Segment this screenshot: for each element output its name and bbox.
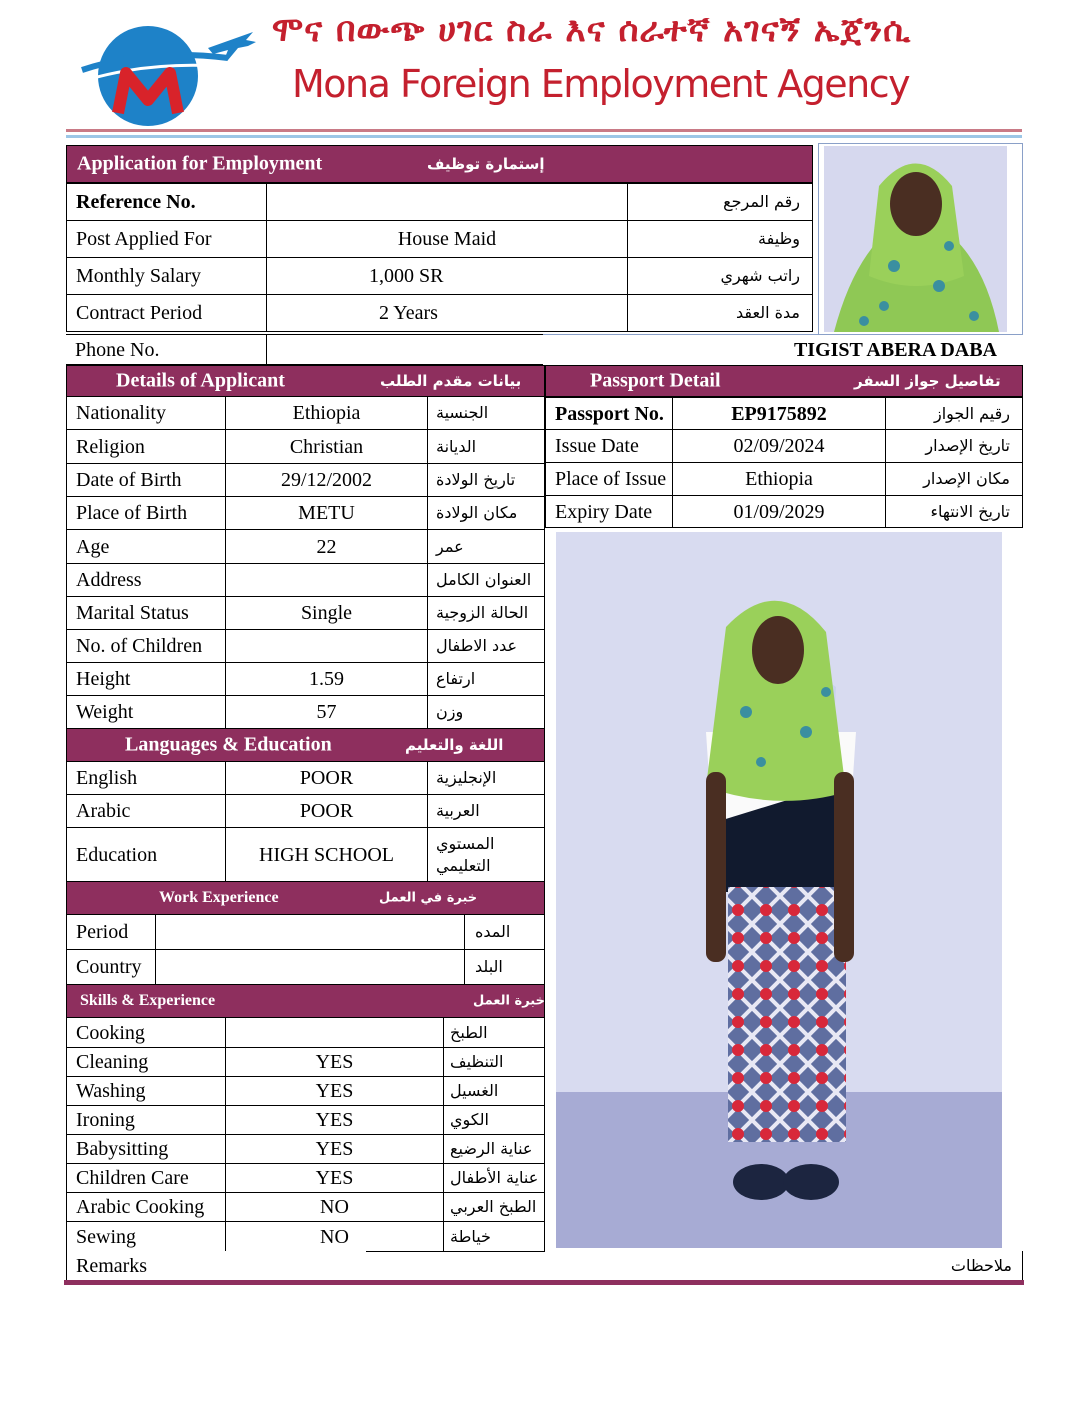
applicant-full-body-photo (556, 532, 1002, 1248)
education-label-arabic-line1: المستوي (436, 833, 495, 853)
english-label-arabic: الإنجليزية (427, 761, 545, 795)
skill-row-ar: التنظيف (443, 1047, 545, 1077)
passport-no-label-arabic: رقيم الجواز (885, 397, 1023, 430)
skill-row-value: YES (225, 1047, 444, 1077)
application-title-arabic: إستمارة توظيف (427, 155, 545, 173)
expiry-date-value: 01/09/2029 (672, 495, 886, 528)
contract-period-value: 2 Years (266, 294, 628, 332)
header-divider (66, 129, 1022, 132)
period-label-arabic: المده (464, 914, 545, 950)
issue-date-value: 02/09/2024 (672, 429, 886, 463)
skill-row-en: Babysitting (66, 1134, 226, 1164)
details-row-en: No. of Children (66, 629, 226, 663)
arabic-label: Arabic (66, 794, 226, 828)
skill-row-en: Sewing (66, 1221, 226, 1252)
issue-date-label: Issue Date (545, 429, 673, 463)
phone-value (266, 334, 544, 365)
details-row-value: Single (225, 596, 428, 630)
passport-title-band (545, 365, 1023, 397)
skills-title-band (66, 984, 545, 1018)
applicant-name: TIGIST ABERA DABA (543, 334, 1023, 365)
details-row-en: Height (66, 662, 226, 696)
arabic-value: POOR (225, 794, 428, 828)
skill-row-ar: الغسيل (443, 1076, 545, 1106)
details-row-en: Date of Birth (66, 463, 226, 497)
application-title: Application for Employment (77, 152, 323, 175)
agency-logo (78, 18, 258, 128)
details-row-value (225, 629, 428, 663)
skill-row-en: Cooking (66, 1017, 226, 1048)
issue-date-label-arabic: تاريخ الإصدار (885, 429, 1023, 463)
passport-no-label: Passport No. (545, 397, 673, 430)
agency-name-english: Mona Foreign Employment Agency (292, 62, 910, 106)
skill-row-en: Children Care (66, 1163, 226, 1193)
details-row-en: Religion (66, 429, 226, 464)
agency-name-amharic: ሞና በውጭ ሀገር ስራ እና ሰራተኛ አገናኝ ኤጀንሲ (272, 10, 912, 50)
skill-row-en: Cleaning (66, 1047, 226, 1077)
education-value: HIGH SCHOOL (225, 827, 428, 882)
details-row-value: Ethiopia (225, 396, 428, 430)
languages-title-arabic: اللغة والتعليم (405, 736, 504, 754)
details-row-value: 57 (225, 695, 428, 729)
application-title-band (66, 145, 813, 183)
details-row-ar: الجنسية (427, 396, 545, 430)
arabic-label-arabic: العربية (427, 794, 545, 828)
details-title: Details of Applicant (116, 369, 285, 392)
languages-title: Languages & Education (125, 733, 332, 756)
header-divider-secondary (66, 135, 1022, 138)
details-row-en: Weight (66, 695, 226, 729)
applicant-headshot-photo (824, 146, 1007, 332)
details-row-en: Age (66, 529, 226, 564)
details-row-ar: العنوان الكامل (427, 563, 545, 597)
details-row-en: Place of Birth (66, 496, 226, 530)
post-applied-label-arabic: وظيفة (627, 220, 813, 258)
reference-label: Reference No. (66, 183, 267, 221)
skill-row-ar: خياطة (443, 1221, 545, 1252)
work-title: Work Experience (159, 889, 279, 906)
skill-row-value: YES (225, 1105, 444, 1135)
passport-title-arabic: تفاصيل جواز السفر (854, 372, 1001, 390)
post-applied-value: House Maid (266, 220, 628, 258)
skill-row-value: NO (225, 1192, 444, 1222)
details-title-band (66, 365, 545, 397)
skill-row-ar: الطبخ (443, 1017, 545, 1048)
skill-row-ar: الكوي (443, 1105, 545, 1135)
country-value (155, 949, 465, 985)
languages-title-band (66, 728, 545, 762)
education-label-arabic (427, 827, 545, 882)
expiry-date-label: Expiry Date (545, 495, 673, 528)
contract-period-label: Contract Period (66, 294, 267, 332)
english-label: English (66, 761, 226, 795)
details-row-ar: تاريخ الولادة (427, 463, 545, 497)
post-applied-label: Post Applied For (66, 220, 267, 258)
education-label-arabic-line2: التعليمي (436, 855, 491, 875)
details-row-ar: وزن (427, 695, 545, 729)
skill-row-en: Arabic Cooking (66, 1192, 226, 1222)
english-value: POOR (225, 761, 428, 795)
remarks-label: Remarks (66, 1251, 366, 1281)
details-row-ar: ارتفاع (427, 662, 545, 696)
skill-row-en: Ironing (66, 1105, 226, 1135)
work-title-band (66, 881, 545, 915)
skill-row-ar: عناية الأطفال (443, 1163, 545, 1193)
skill-row-en: Washing (66, 1076, 226, 1106)
details-row-ar: الديانة (427, 429, 545, 464)
skill-row-value: YES (225, 1163, 444, 1193)
details-title-arabic: بيانات مقدم الطلب (380, 372, 522, 390)
period-label: Period (66, 914, 156, 950)
details-row-en: Marital Status (66, 596, 226, 630)
skills-title: Skills & Experience (80, 992, 216, 1009)
place-of-issue-value: Ethiopia (672, 462, 886, 496)
details-row-value: METU (225, 496, 428, 530)
details-row-ar: مكان الولادة (427, 496, 545, 530)
skill-row-value: NO (225, 1221, 444, 1252)
details-row-value: 22 (225, 529, 428, 564)
monthly-salary-label-arabic: راتب شهري (627, 257, 813, 295)
footer-divider (64, 1280, 1024, 1285)
place-of-issue-label: Place of Issue (545, 462, 673, 496)
details-row-ar: عمر (427, 529, 545, 564)
skill-row-ar: الطبخ العربي (443, 1192, 545, 1222)
details-row-value: 1.59 (225, 662, 428, 696)
details-row-value: Christian (225, 429, 428, 464)
country-label-arabic: البلد (464, 949, 545, 985)
phone-label: Phone No. (66, 334, 267, 365)
monthly-salary-value: 1,000 SR (266, 257, 628, 295)
details-row-en: Nationality (66, 396, 226, 430)
details-row-en: Address (66, 563, 226, 597)
place-of-issue-label-arabic: مكان الإصدار (885, 462, 1023, 496)
work-title-arabic: خبرة في العمل (379, 890, 478, 906)
details-row-ar: عدد الاطفال (427, 629, 545, 663)
passport-no-value: EP9175892 (672, 397, 886, 430)
skills-title-arabic: خبرة العمل (473, 993, 545, 1009)
passport-title: Passport Detail (590, 369, 721, 392)
skill-row-value: YES (225, 1134, 444, 1164)
monthly-salary-label: Monthly Salary (66, 257, 267, 295)
country-label: Country (66, 949, 156, 985)
details-row-value (225, 563, 428, 597)
reference-label-arabic: رقم المرجع (627, 183, 813, 221)
skill-row-value (225, 1017, 444, 1048)
details-row-value: 29/12/2002 (225, 463, 428, 497)
reference-value (266, 183, 628, 221)
skill-row-ar: عناية الرضيع (443, 1134, 545, 1164)
skill-row-value: YES (225, 1076, 444, 1106)
details-row-ar: الحالة الزوجية (427, 596, 545, 630)
education-label: Education (66, 827, 226, 882)
period-value (155, 914, 465, 950)
contract-period-label-arabic: مدة العقد (627, 294, 813, 332)
expiry-date-label-arabic: تاريخ الانتهاء (885, 495, 1023, 528)
remarks-label-arabic: ملاحظات (800, 1251, 1023, 1281)
